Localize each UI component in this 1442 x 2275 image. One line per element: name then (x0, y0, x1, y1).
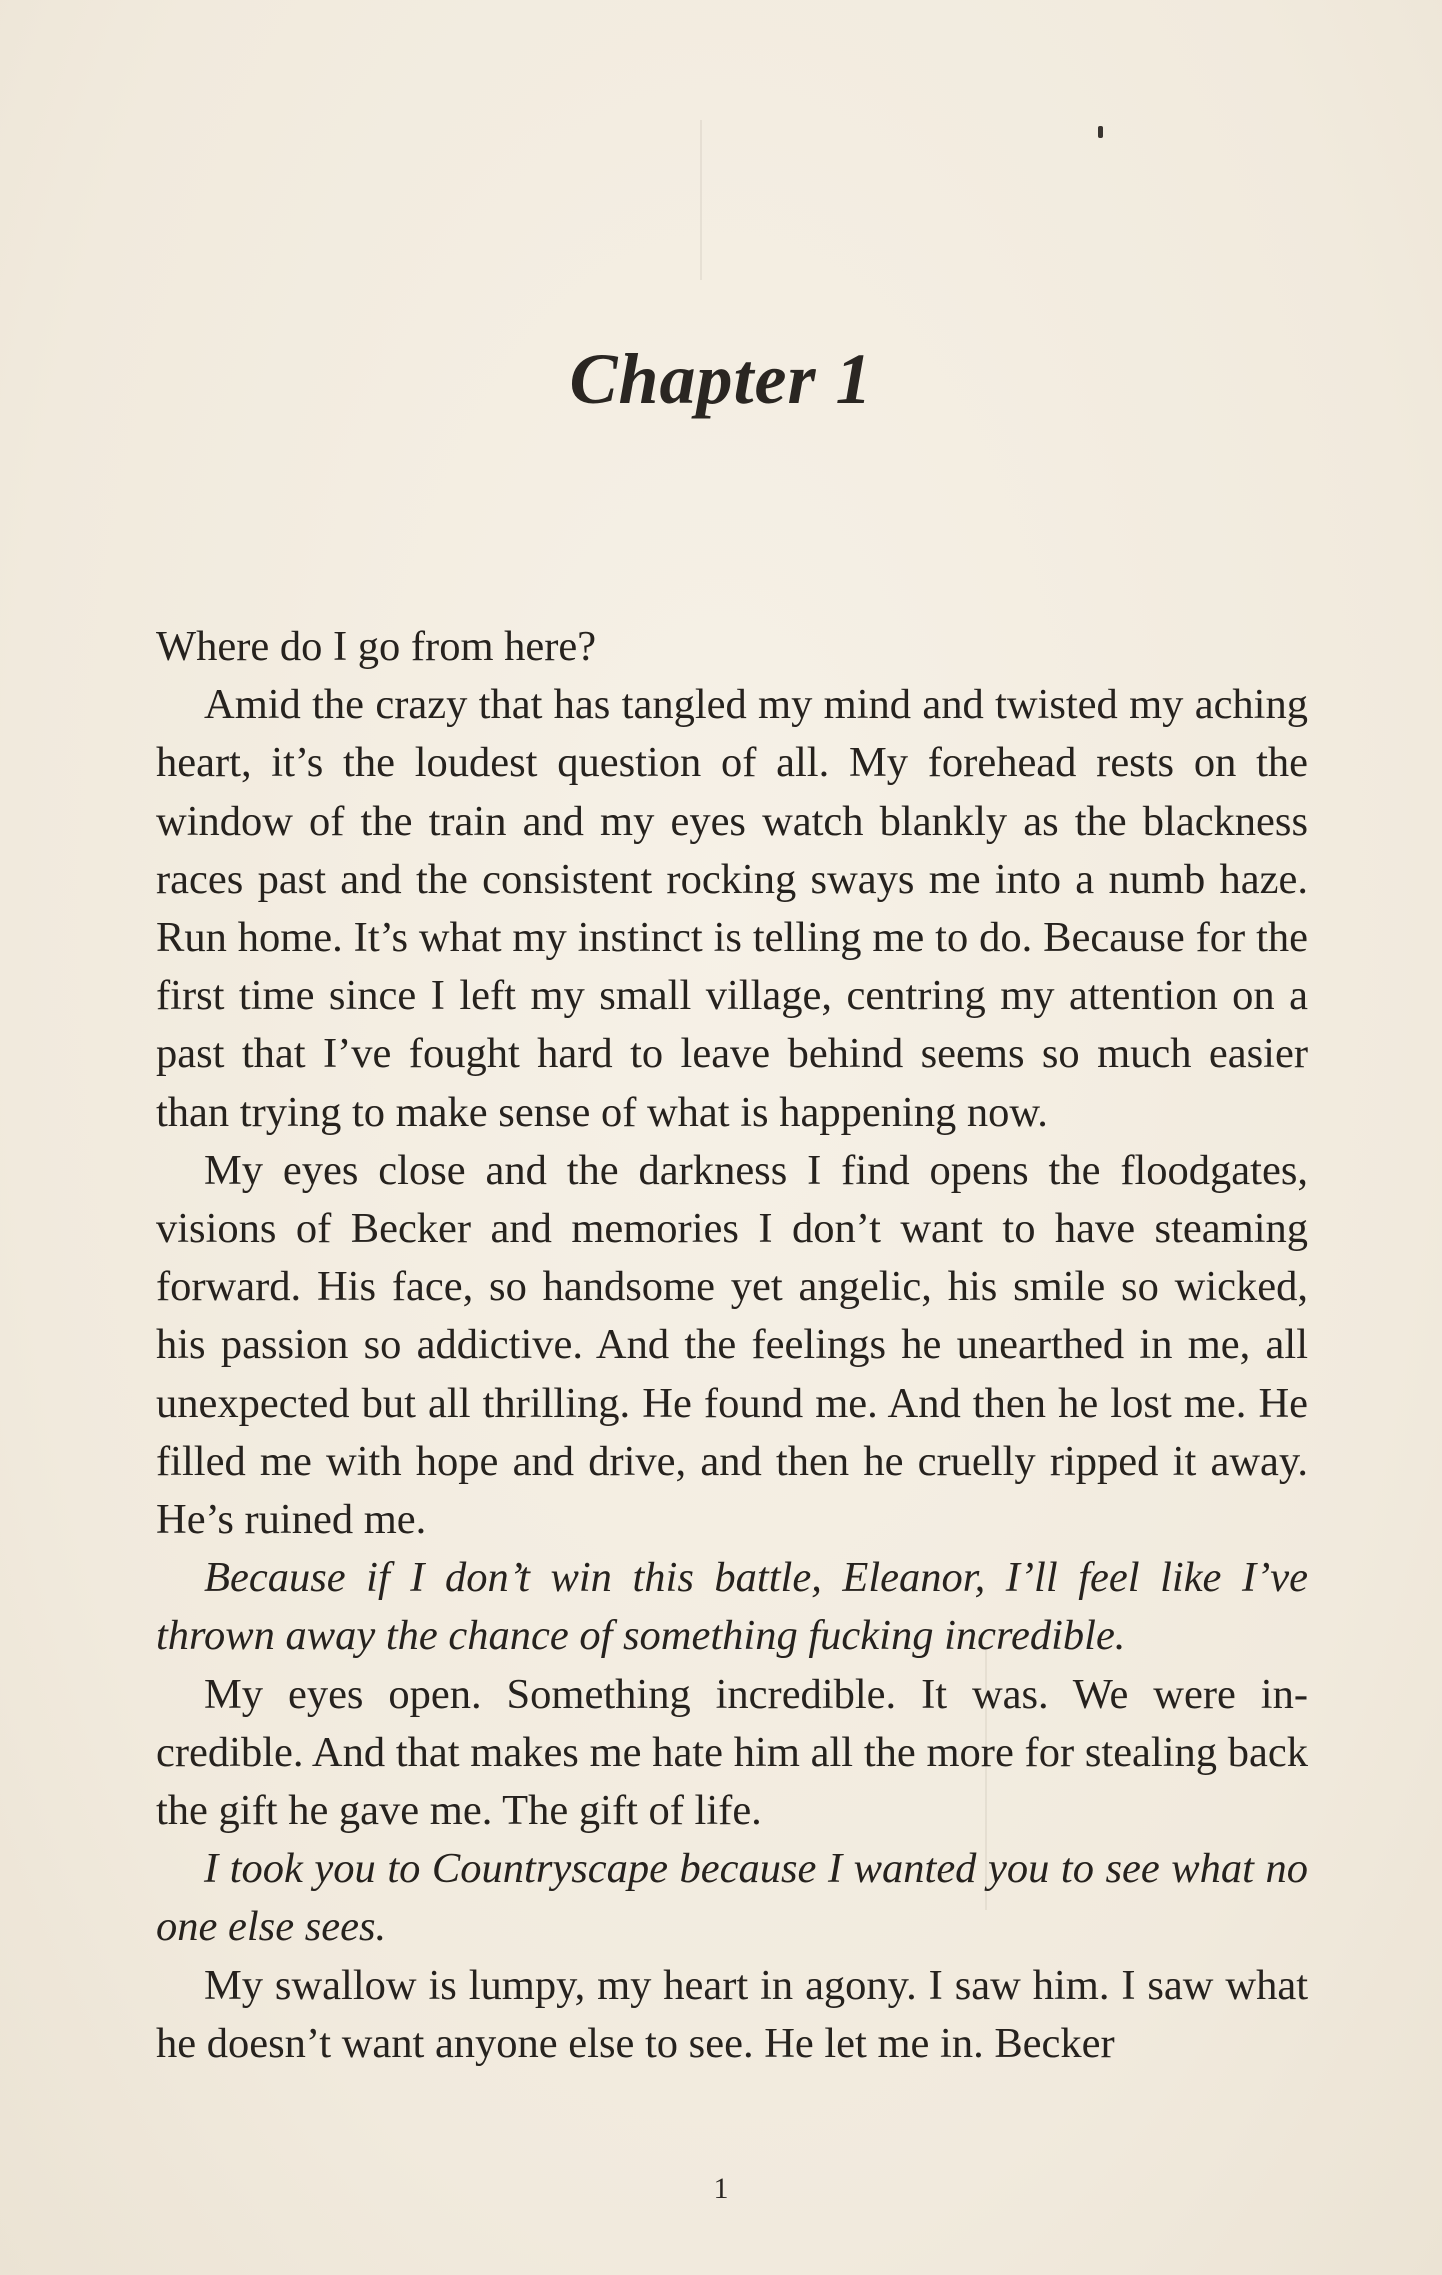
page-number: 1 (713, 2172, 729, 2205)
paragraph-6-italic-quote: I took you to Countryscape because I wanted you to see what no one else sees. (156, 1845, 1308, 1951)
paragraph-1: Where do I go from here? (156, 623, 597, 670)
ink-speck (1098, 126, 1103, 138)
paragraph-2: Amid the crazy that has tangled my mind and twisted my aching heart, it’s the loudest question of all. My forehead rests on the window of the train and my eyes watch blankly as the blackness races past and the consistent rocking sways me into a numb haze. Run home. It’s what my instinct is telling me to do. Because for the first time since I left my small village, centring my attention on a past that I’ve fought hard to leave behind seems so much easier than trying to make sense of what is happening now. (156, 681, 1308, 1136)
page-crease-vertical (700, 120, 702, 280)
chapter-body (156, 618, 1308, 2073)
paragraph-3: My eyes close and the darkness I find opens the floodgates, visions of Becker and memories I don’t want to have steaming forward. His face, so handsome yet angelic, his smile so wicked, his passion so addictive. And the feelings he unearthed in me, all unexpected but all thrilling. He found me. And then he lost me. He filled me with hope and drive, and then he cruelly ripped it away. He’s ruined me. (156, 1146, 1308, 1544)
chapter-title: Chapter 1 (569, 339, 873, 420)
paragraph-7: My swallow is lumpy, my heart in agony. I saw him. I saw what he doesn’t want anyone else to see. He let me in. Becker (156, 1961, 1308, 2067)
paragraph-4-italic-quote: Because if I don’t win this battle, Eleanor, I’ll feel like I’ve thrown away the chance of something fucking incredible. (156, 1554, 1308, 1660)
paragraph-5: My eyes open. Something incredible. It was. We were incredible. And that makes me hate him all the more for stealing back the gift he gave me. The gift of life. (156, 1670, 1308, 1835)
